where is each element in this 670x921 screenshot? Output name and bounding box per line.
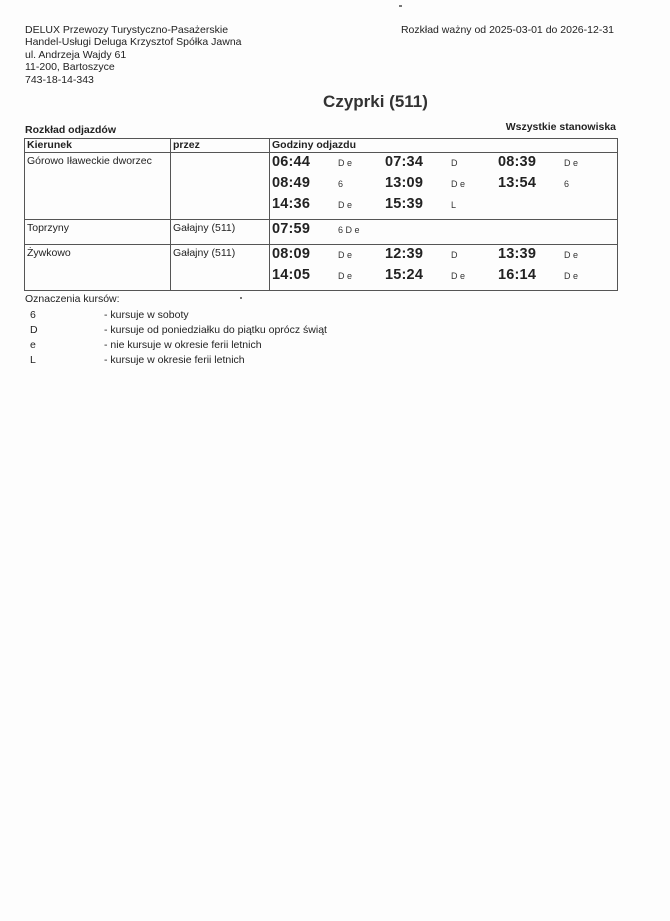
legend-code: e — [30, 339, 36, 351]
legend-code: L — [30, 354, 36, 366]
departure-marks: D e — [338, 271, 353, 281]
departure-marks: 6 D e — [338, 225, 360, 235]
column-header-via: przez — [171, 139, 270, 153]
scan-speck — [240, 297, 242, 299]
legend-desc: - kursuje w soboty — [104, 309, 189, 321]
departure-time: 14:05 — [272, 267, 311, 283]
departure — [385, 175, 498, 196]
departure — [272, 246, 385, 267]
page-title: Czyprki (511) — [323, 92, 428, 111]
departure-marks: D e — [451, 271, 466, 281]
departure-time: 12:39 — [385, 246, 424, 262]
departure-time: 08:49 — [272, 175, 311, 191]
table-row — [25, 220, 618, 245]
departure-time: 15:39 — [385, 196, 424, 212]
departure-time: 13:39 — [498, 246, 537, 262]
departure-marks: D e — [338, 250, 353, 260]
departure-marks: D — [451, 250, 458, 260]
departure-marks: L — [451, 200, 457, 210]
table-row — [25, 153, 618, 220]
departure — [498, 267, 608, 288]
validity-period: Rozkład ważny od 2025-03-01 do 2026-12-31 — [400, 24, 614, 36]
departure-times-cell — [270, 153, 618, 220]
company-line: 11-200, Bartoszyce — [25, 61, 115, 74]
legend-item — [30, 353, 327, 368]
departure-marks: D e — [338, 158, 353, 168]
departures-table — [24, 138, 618, 291]
departure-time: 06:44 — [272, 154, 311, 170]
legend-code: D — [30, 324, 38, 336]
legend-list — [30, 308, 327, 368]
column-header-direction: Kierunek — [25, 139, 171, 153]
company-line: ul. Andrzeja Wajdy 61 — [25, 48, 127, 61]
departure-times-cell — [270, 220, 618, 245]
departure-time: 13:54 — [498, 175, 537, 191]
departure-marks: 6 — [564, 179, 570, 189]
departure — [385, 267, 498, 288]
direction-cell: Górowo Iławeckie dworzec — [25, 153, 171, 220]
table-header-row — [25, 139, 618, 153]
scan-speck — [399, 5, 402, 7]
departure-times-cell — [270, 245, 618, 291]
departure-time: 08:09 — [272, 246, 311, 262]
departure — [272, 221, 385, 242]
departure-marks: D e — [451, 179, 466, 189]
departure — [385, 246, 498, 267]
departure — [272, 154, 385, 175]
legend-title: Oznaczenia kursów: — [25, 293, 120, 305]
direction-cell: Żywkowo — [25, 245, 171, 291]
legend-item — [30, 323, 327, 338]
schedule-label: Rozkład odjazdów — [25, 124, 117, 136]
departure — [498, 246, 608, 267]
departure — [385, 154, 498, 175]
departure-time: 14:36 — [272, 196, 311, 212]
via-cell — [171, 153, 270, 220]
departure-time: 15:24 — [385, 267, 424, 283]
legend-desc: - kursuje od poniedziałku do piątku oprócz świąt — [104, 324, 327, 336]
company-line: DELUX Przewozy Turystyczno-Pasażerskie — [25, 24, 229, 36]
departure — [272, 196, 385, 217]
departure-time: 13:09 — [385, 175, 424, 191]
company-line: 743-18-14-343 — [25, 73, 94, 86]
stands-label: Wszystkie stanowiska — [505, 121, 616, 133]
legend-desc: - nie kursuje w okresie ferii letnich — [104, 339, 262, 351]
legend-item — [30, 338, 327, 353]
legend-code: 6 — [30, 309, 36, 321]
departure-time: 08:39 — [498, 154, 537, 170]
company-line: Handel-Usługi Deluga Krzysztof Spółka Jawna — [25, 36, 242, 49]
column-header-times: Godziny odjazdu — [270, 139, 618, 153]
via-cell: Gałajny (511) — [171, 245, 270, 291]
departure-marks: D e — [338, 200, 353, 210]
company-info — [25, 24, 242, 86]
departure-marks: D — [451, 158, 458, 168]
departure-time: 16:14 — [498, 267, 537, 283]
table-row — [25, 245, 618, 291]
departure — [498, 175, 608, 196]
legend-item — [30, 308, 327, 323]
departure-time: 07:59 — [272, 221, 311, 237]
departure — [272, 267, 385, 288]
departure-marks: 6 — [338, 179, 344, 189]
departure-marks: D e — [564, 158, 579, 168]
departure-time: 07:34 — [385, 154, 424, 170]
departure-marks: D e — [564, 271, 579, 281]
departure — [385, 196, 498, 217]
direction-cell: Toprzyny — [25, 220, 171, 245]
legend-desc: - kursuje w okresie ferii letnich — [104, 354, 245, 366]
departure-marks: D e — [564, 250, 579, 260]
via-cell: Gałajny (511) — [171, 220, 270, 245]
departure — [498, 154, 608, 175]
departure — [272, 175, 385, 196]
